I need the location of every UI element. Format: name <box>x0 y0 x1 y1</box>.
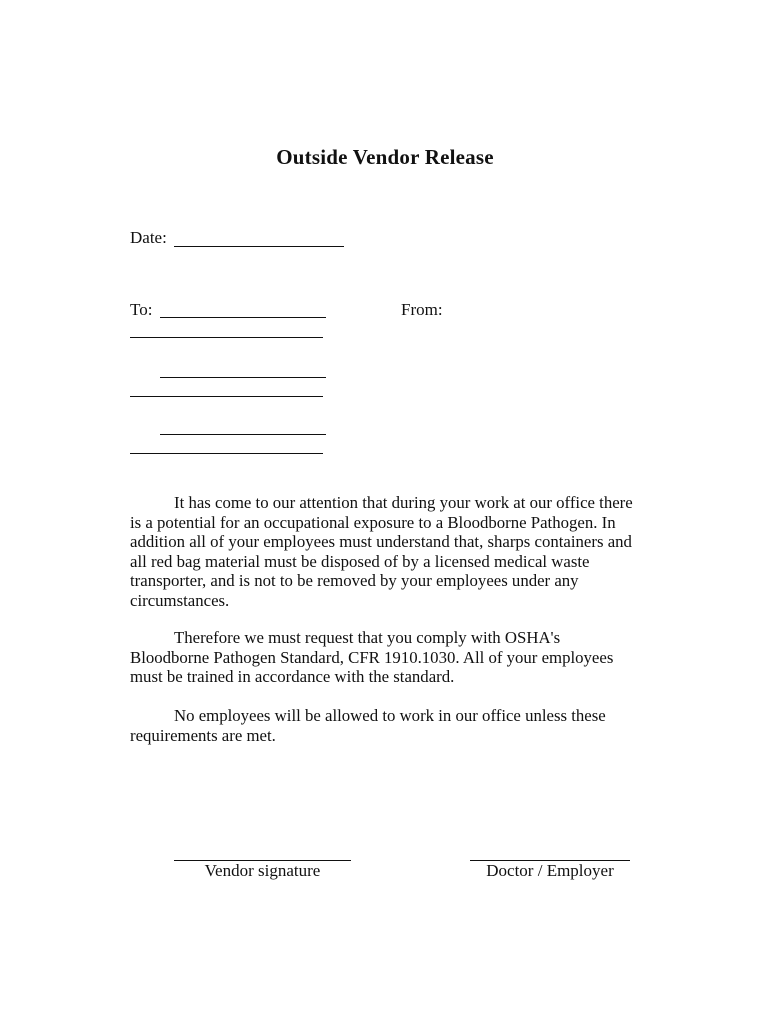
doctor-signature-label: Doctor / Employer <box>486 861 614 880</box>
date-label: Date: <box>130 228 167 247</box>
to-line-1 <box>160 317 326 318</box>
to-line-3 <box>160 377 326 378</box>
to-label: To: <box>130 300 153 319</box>
body-paragraph-3: No employees will be allowed to work in our office unless these requirements are met. <box>130 706 606 745</box>
to-line-6 <box>130 453 323 454</box>
from-label: From: <box>401 300 443 319</box>
vendor-signature-label: Vendor signature <box>204 861 321 880</box>
body-paragraph-2: Therefore we must request that you comply with OSHA's Bloodborne Pathogen Standard, CFR 1910.1030. All of your employees must be trained in accordance with the standard. <box>130 628 614 686</box>
to-line-4 <box>130 396 323 397</box>
document-title: Outside Vendor Release <box>276 145 494 169</box>
to-line-2 <box>130 337 323 338</box>
date-line <box>174 246 344 247</box>
body-paragraph-1: It has come to our attention that during your work at our office there is a potential for an occupational exposure to a Bloodborne Pathogen. In addition all of your employees must understand that, sharps containers and all red bag material must be disposed of by a licensed medical waste transporter, and is not to be removed by your employees under any circumstances. <box>130 493 633 610</box>
to-line-5 <box>160 434 326 435</box>
